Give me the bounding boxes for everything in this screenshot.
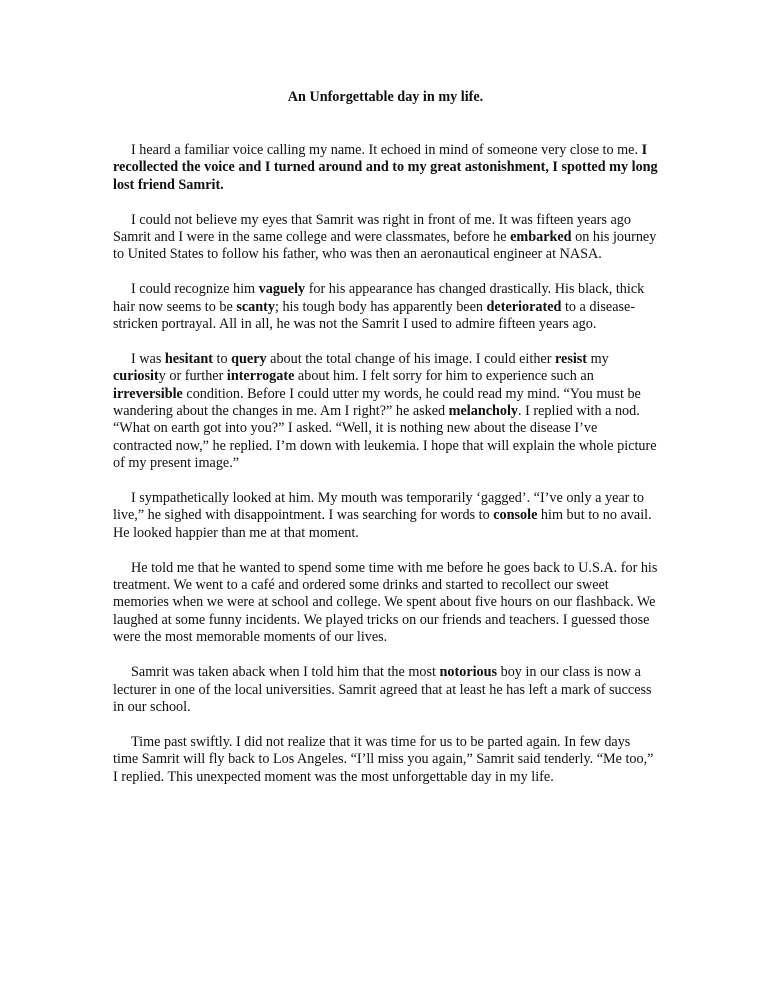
bold-word: resist — [554, 350, 588, 367]
text-run: . I replied with a nod. “What on earth got into you?” I asked. “Well, it is nothing new about the disease I’ve contracted now,” he replied. I’m down with leukemia. I hope that will explain the whole picture of my present image.” — [113, 403, 657, 472]
text-run: condition. Before I could utter my words, he could read my mind. “You must be wandering about the changes in me. Am I right?” he asked — [113, 385, 641, 420]
text-run: ; his tough body has apparently been — [274, 298, 487, 315]
text-run: y or further — [158, 368, 227, 385]
text-run: boy in our class is now a lecturer in one of the local universities. Samrit agreed that at least he has left a mark of success in our school. — [113, 664, 652, 715]
paragraph-1 — [113, 142, 658, 194]
bold-word: hesitant — [164, 350, 213, 367]
text-run: him but to no avail. He looked happier than me at that moment. — [113, 507, 652, 541]
text-run: to a disease-stricken portrayal. All in all, he was not the Samrit I used to admire fifteen years ago. — [113, 298, 636, 333]
text-run: I sympathetically looked at him. My mouth was temporarily ‘gagged’. “I’ve only a year to live,” he sighed with disappointment. I was searching for words to — [113, 490, 644, 524]
text-run: Time past swiftly. I did not realize that it was time for us to be parted again. In few days time Samrit will fly back to Los Angeles. “I’ll miss you again,” Samrit said tenderly. “Me too,” I replied. This unexpected moment was the most unforgettable day in my life. — [113, 733, 654, 785]
paragraph-5 — [113, 490, 658, 542]
bold-word: console — [493, 507, 538, 524]
bold-word: scanty — [236, 298, 275, 315]
text-run: my — [587, 350, 609, 367]
text-run: He told me that he wanted to spend some time with me before he goes back to U.S.A. for his treatment. We went to a café and ordered some drinks and started to recollect our sweet memories when we were at school and college. We spent about five hours on our flashback. We laughed at some funny incidents. We played tricks on our friends and teachers. I guessed those were the most memorable moments of our lives. — [113, 559, 658, 646]
text-run: I was — [131, 350, 165, 367]
text-run: about him. I felt sorry for him to experience such an — [294, 368, 594, 385]
text-run: to — [212, 350, 232, 367]
text-run: on his journey to United States to follow his father, who was then an aeronautical engineer at NASA. — [113, 229, 657, 263]
bold-word: deteriorated — [486, 298, 562, 315]
bold-word: notorious — [439, 664, 498, 681]
paragraph-4 — [113, 351, 658, 473]
document-title: An Unforgettable day in my life. — [287, 89, 484, 105]
bold-word: embarked — [510, 229, 572, 246]
text-run: about the total change of his image. I could either — [266, 350, 555, 367]
text-run: Samrit was taken aback when I told him that the most — [131, 664, 440, 681]
bold-word: interrogate — [226, 368, 295, 385]
paragraph-3 — [113, 281, 658, 333]
bold-word: vaguely — [258, 281, 306, 298]
bold-word: I recollected the voice and I turned around and to my great astonishment, I spotted my long lost friend Samrit. — [113, 142, 658, 193]
paragraph-7 — [113, 664, 658, 716]
paragraph-2 — [113, 212, 658, 264]
bold-word: melancholy — [448, 403, 519, 420]
document-body — [113, 142, 658, 786]
document-page — [113, 88, 658, 803]
text-run: I heard a familiar voice calling my name. It echoed in mind of someone very close to me. — [131, 142, 642, 158]
text-run: I could recognize him — [131, 281, 259, 298]
text-run: I could not believe my eyes that Samrit was right in front of me. It was fifteen years ago Samrit and I were in the same college and were classmates, before he — [113, 211, 631, 246]
bold-word: irreversible — [113, 385, 183, 402]
text-run: for his appearance has changed drastically. His black, thick hair now seems to be — [113, 281, 645, 315]
bold-word: query — [231, 350, 267, 367]
paragraph-8 — [113, 734, 658, 786]
bold-word: curiosit — [113, 368, 159, 385]
paragraph-6 — [113, 560, 658, 647]
